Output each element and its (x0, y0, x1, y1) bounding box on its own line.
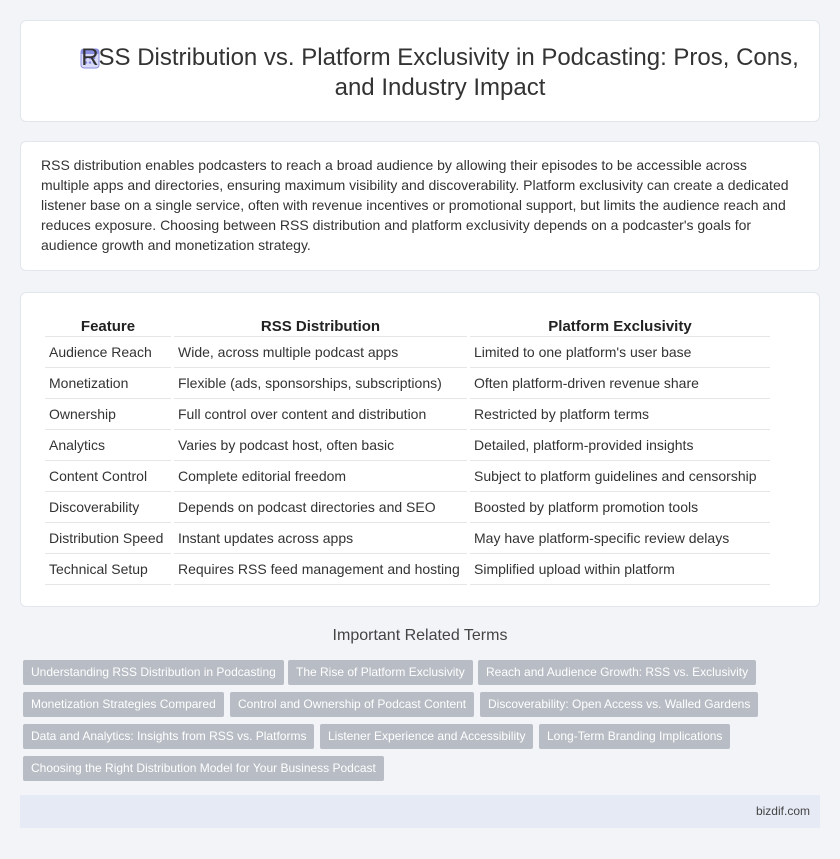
table-row (45, 492, 770, 523)
cell-feature: Technical Setup (45, 554, 171, 585)
cell-exclusivity: Boosted by platform promotion tools (470, 492, 770, 523)
cell-feature: Audience Reach (45, 337, 171, 368)
cell-feature: Discoverability (45, 492, 171, 523)
cell-rss: Wide, across multiple podcast apps (174, 337, 467, 368)
table-row (45, 368, 770, 399)
cell-exclusivity: Often platform-driven revenue share (470, 368, 770, 399)
cell-rss: Varies by podcast host, often basic (174, 430, 467, 461)
related-term-link[interactable]: The Rise of Platform Exclusivity (288, 660, 473, 685)
cell-rss: Instant updates across apps (174, 523, 467, 554)
related-term-link[interactable]: Data and Analytics: Insights from RSS vs. Platforms (23, 724, 314, 749)
cell-rss: Flexible (ads, sponsorships, subscriptions) (174, 368, 467, 399)
header-exclusivity: Platform Exclusivity (470, 315, 770, 337)
intro-text: RSS distribution enables podcasters to reach a broad audience by allowing their episodes to be accessible across multiple apps and directories, ensuring maximum visibility and discoverability. Platform exclusivity can create a dedicated listener base on a single service, often with revenue incentives or promotional support, but limits the audience reach and reduces exposure. Choosing between RSS distribution and platform exclusivity depends on a podcaster's goals for audience growth and monetization strategy. (41, 157, 789, 253)
related-term-link[interactable]: Choosing the Right Distribution Model for Your Business Podcast (23, 756, 384, 781)
related-term-link[interactable]: Reach and Audience Growth: RSS vs. Exclusivity (478, 660, 756, 685)
cell-exclusivity: Restricted by platform terms (470, 399, 770, 430)
table-row (45, 337, 770, 368)
cell-feature: Analytics (45, 430, 171, 461)
related-term-link[interactable]: Control and Ownership of Podcast Content (230, 692, 474, 717)
table-row (45, 399, 770, 430)
title-card (20, 20, 820, 122)
intro-card (20, 141, 820, 271)
cell-exclusivity: Limited to one platform's user base (470, 337, 770, 368)
table-row (45, 430, 770, 461)
related-term-link[interactable]: Monetization Strategies Compared (23, 692, 224, 717)
cell-rss: Complete editorial freedom (174, 461, 467, 492)
related-term-link[interactable]: Listener Experience and Accessibility (320, 724, 533, 749)
footer (20, 795, 820, 828)
cell-exclusivity: May have platform-specific review delays (470, 523, 770, 554)
cell-exclusivity: Simplified upload within platform (470, 554, 770, 585)
cell-feature: Monetization (45, 368, 171, 399)
comparison-card (20, 292, 820, 607)
related-term-link[interactable]: Discoverability: Open Access vs. Walled Gardens (480, 692, 758, 717)
page-title: RSS Distribution vs. Platform Exclusivity in Podcasting: Pros, Cons, and Industry Impact (81, 44, 799, 101)
cell-exclusivity: Detailed, platform-provided insights (470, 430, 770, 461)
related-term-link[interactable]: Long-Term Branding Implications (539, 724, 730, 749)
comparison-table (42, 315, 773, 585)
cell-exclusivity: Subject to platform guidelines and censorship (470, 461, 770, 492)
header-rss: RSS Distribution (174, 315, 467, 337)
cell-rss: Depends on podcast directories and SEO (174, 492, 467, 523)
header-feature: Feature (45, 315, 171, 337)
cell-feature: Ownership (45, 399, 171, 430)
cell-feature: Distribution Speed (45, 523, 171, 554)
cell-rss: Requires RSS feed management and hosting (174, 554, 467, 585)
cell-rss: Full control over content and distribution (174, 399, 467, 430)
table-row (45, 523, 770, 554)
related-terms-heading: Important Related Terms (332, 627, 508, 644)
cell-feature: Content Control (45, 461, 171, 492)
site-name[interactable]: bizdif.com (755, 804, 810, 818)
table-row (45, 554, 770, 585)
table-row (45, 461, 770, 492)
related-term-link[interactable]: Understanding RSS Distribution in Podcasting (23, 660, 284, 685)
table-header-row (45, 315, 770, 337)
